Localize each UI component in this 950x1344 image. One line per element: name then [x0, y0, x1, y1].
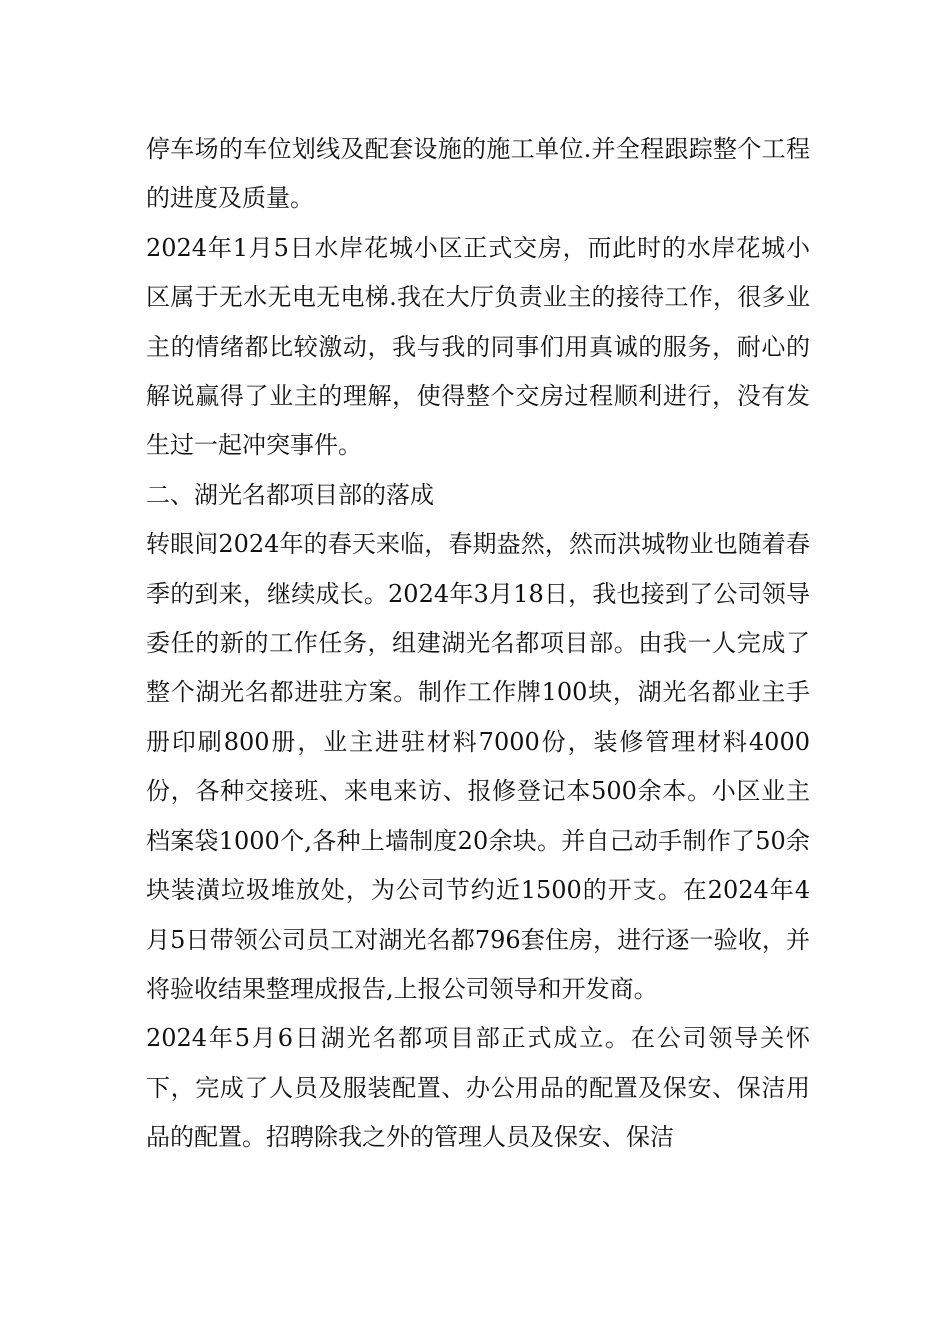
section-heading: 二、湖光名都项目部的落成: [146, 480, 434, 509]
paragraph-4: 2024年5月6日湖光名都项目部正式成立。在公司领导关怀下，完成了人员及服装配置、办公用品的配置及保安、保洁用品的配置。招聘除我之外的管理人员及保安、保洁: [146, 1024, 810, 1152]
paragraph-2: 2024年1月5日水岸花城小区正式交房，而此时的水岸花城小区属于无水无电无电梯.我在大厅负责业主的接待工作，很多业主的情绪都比较激动，我与我的同事们用真诚的服务，耐心的解说赢得了业主的理解，使得整个交房过程顺利进行，没有发生过一起冲突事件。: [146, 233, 810, 460]
paragraph-1: 停车场的车位划线及配套设施的施工单位.并全程跟踪整个工程的进度及质量。: [146, 135, 810, 213]
paragraph-3: 转眼间2024年的春天来临，春期盎然，然而洪城物业也随着春季的到来，继续成长。2024年3月18日，我也接到了公司领导委任的新的工作任务，组建湖光名都项目部。由我一人完成了整个湖光名都进驻方案。制作工作牌100块，湖光名都业主手册印刷800册，业主进驻材料7000份，装修管理材料4000份，各种交接班、来电来访、报修登记本500余本。小区业主档案袋1000个,各种上墙制度20余块。并自己动手制作了50余块装潢垃圾堆放处，为公司节约近1500的开支。在2024年4月5日带领公司员工对湖光名都796套住房，进行逐一验收，并将验收结果整理成报告,上报公司领导和开发商。: [146, 530, 810, 1003]
document-body: [146, 125, 810, 1163]
